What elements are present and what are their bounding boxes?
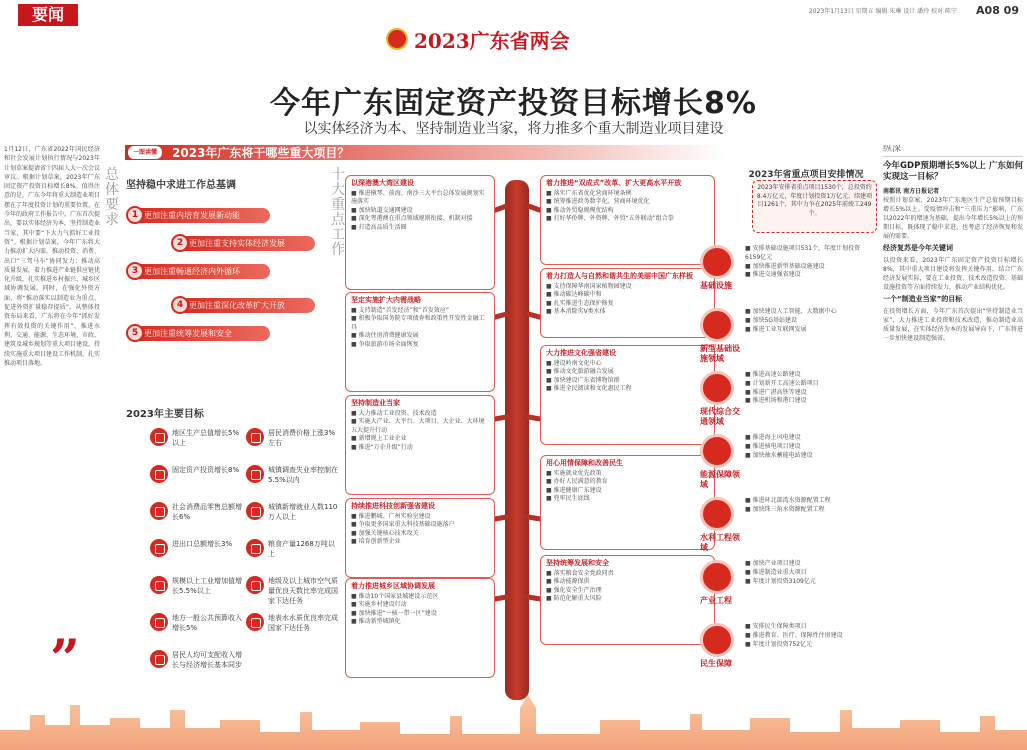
target-label: 居民人均可支配收入增长与经济增长基本同步	[172, 651, 242, 669]
target-label: 地方一般公共预算收入增长5%	[172, 614, 242, 632]
target-icon	[246, 465, 264, 483]
task-card-body: ■ 落实粮食安全党政同责 ■ 推动能源保供 ■ 强化安全生产治理 ■ 防范化解重大风险	[546, 569, 614, 602]
category-text: ■ 推进海上风电建设 ■ 推进核电项目建设 ■ 加快抽水蓄能电站建设	[745, 434, 813, 459]
city-skyline-illustration	[0, 690, 1027, 750]
left-article: 1月12日，广东省2022年国民经济和社会发展计划执行情况与2023年计划草案提请省十四届人大一次会议审议。根据计划草案，2023年广东固定资产投资目标增长8%。值得注意的是，广东今年将重大制造业项目摆在了年度投资计划的重要位置。在今年的政府工作报告中，广东首次提出，要以实体经济为本，坚持制造业当家，其中要“下大力气抓好工业投资”。根据计划草案，今年广东将大力推动扩大内需，推动投资、消费、出口“三驾马车”协同发力；推动高质量发展，着力推进产业链供应链优化升级，扎实推进乡村振兴、城乡区域协调发展。同时，在强化外资方面，将“推动落实以制造业为重点、促进外资扩量稳存提质”。从整体投资布局来看，广东将在今年“抓好发挥有效投资的关键作用”，推进水利、交通、能源、生态环境、市政、建筑及城乡规划等重大项目建设，持续实施重大项目建设工作机制，扎实推动项目落地。	[4, 146, 100, 367]
task-card	[540, 175, 715, 265]
category-text: ■ 加快产业项目建设 ■ 推进制造业重大项目 ■ 年度计划投资3109亿元	[745, 560, 816, 585]
category-icon	[700, 623, 734, 657]
category-icon	[700, 560, 734, 594]
task-card	[540, 268, 715, 338]
task-card	[540, 455, 715, 550]
project-category	[700, 560, 880, 620]
target-label: 社会消费品零售总额增长6%	[172, 503, 242, 521]
task-card-body: ■ 支持制造“首发经济”和“首发效应” ■ 积极争取国务院专项债券和政策性开发性金融工具 ■ 推动住房消费健康发展 ■ 争取旅游市场全面恢复	[351, 306, 485, 348]
right-sub2: 一个“制造业当家”的目标	[883, 295, 963, 303]
info-bar-tag: 一图读懂	[128, 146, 162, 159]
right-p2: 以投资来看，2023年广东固定资产投资目标增长8%，其中重大项目建设将发挥关键作用。结合广东经济发展实际，要在工业投资、技术改造投资、基础设施投资等方面持续发力，推动产业结构优化。	[883, 257, 1023, 291]
right-sub1: 经济复苏是今年关键词	[883, 244, 953, 252]
keynote-pill-2: 2 更加注重支持实体经济发展	[175, 236, 315, 251]
target-label: 固定资产投资增长8%	[172, 466, 240, 474]
category-label: 基础设施	[700, 281, 732, 290]
target-icon	[246, 613, 264, 631]
projects-title: 2023年省重点项目安排情况	[748, 170, 864, 180]
task-card	[345, 175, 495, 290]
category-label: 水利工程领域	[700, 533, 740, 552]
page-number: A08 09	[976, 4, 1019, 17]
target-icon	[246, 428, 264, 446]
target-label: 地表水水质优良率完成国家下达任务	[268, 614, 338, 632]
task-card-body: ■ 建设岭南文化中心 ■ 推动文化旅游融合发展 ■ 加快建设广东省博物馆群 ■ 推进全民阅读和文化惠民工程	[546, 359, 632, 392]
category-icon	[700, 371, 734, 405]
category-text: ■ 推进高速公路建设 ■ 计划新开工高速公路项目 ■ 推进广湛高铁等建设 ■ 推进机场和港口建设	[745, 371, 819, 405]
project-category	[700, 245, 880, 305]
target-icon	[150, 539, 168, 557]
task-card-body: ■ 实施就业优先政策 ■ 办好人民满意的教育 ■ 推进健康广东建设 ■ 兜牢民生底线	[546, 469, 608, 502]
target-icon	[150, 576, 168, 594]
category-icon	[700, 245, 734, 279]
target-icon	[150, 465, 168, 483]
target-label: 地区生产总值增长5%以上	[172, 429, 240, 447]
targets-title: 2023年主要目标	[126, 409, 204, 420]
target-label: 进出口总额增长3%	[172, 540, 233, 548]
keynote-pill-3: 3 更加注重畅通经济内外循环	[130, 264, 270, 279]
projects-summary: 2023年安排省重点项目1530个，总投资约8.4万亿元，年度计划投资1万亿元，续建项目1261个，其中力争在2025年前竣工249个。	[752, 180, 877, 233]
task-card-title: 持续推进科技创新强省建设	[351, 502, 435, 510]
section-badge: 要闻	[18, 4, 78, 26]
task-card-title: 着力推进城乡区域协调发展	[351, 582, 435, 590]
task-card-title: 大力推进文化强省建设	[546, 349, 616, 357]
targets-grid	[150, 428, 340, 688]
emblem-icon	[386, 28, 408, 50]
target-label: 粮食产量1268万吨以上	[268, 540, 335, 558]
tree-trunk	[505, 180, 529, 700]
task-card	[345, 578, 495, 678]
right-article	[883, 145, 1023, 705]
right-p3: 在投资增长方面，今年广东首次提出“坚持制造业当家”，大力推进工业投资和技术改造，推动制造业高质量发展，在实体经济为本的发展导向下，广东将进一步加快建设制造强省。	[883, 308, 1023, 342]
target-item	[150, 650, 244, 695]
target-icon	[246, 539, 264, 557]
right-p1: 按照计划草案，2023年广东地区生产总值预期目标增长5%以上。受疫情冲击和“三重压力”影响，广东以2022年的增速为基础，提出今年增长5%以上的预期目标，既体现了稳中求进，也考虑了经济恢复和发展的需要。	[883, 197, 1023, 240]
task-card-title: 坚持制造业当家	[351, 399, 400, 407]
target-icon	[246, 576, 264, 594]
project-category	[700, 308, 880, 368]
target-label: 城镇调查失业率控制在5.5%以内	[268, 466, 338, 484]
category-text: ■ 安排民生保障类项目 ■ 推进教育、医疗、保障性住房建设 ■ 年度计划投资752亿元	[745, 623, 843, 648]
keynote-title: 坚持稳中求进工作总基调	[126, 180, 236, 191]
category-icon	[700, 434, 734, 468]
right-tag: 纵深	[883, 145, 1023, 157]
target-icon	[150, 613, 168, 631]
right-title: 今年GDP预期增长5%以上 广东如何实现这一目标？	[883, 161, 1023, 182]
task-card-body: ■ 落实广东省优化营商环境条例 ■ 统筹推进政务数字化、营商环境优化 ■ 推动外贸稳规模优结构 ■ 打好华侨牌、外资牌、外贸“五外联动”组合拳	[546, 189, 674, 222]
project-category	[700, 623, 880, 683]
project-category	[700, 497, 880, 557]
masthead	[0, 0, 1027, 26]
event-banner	[386, 26, 646, 52]
task-card-title: 以深港澳大湾区建设	[351, 179, 414, 187]
task-card	[540, 555, 715, 645]
target-item	[246, 613, 340, 658]
category-label: 新型基础设施领域	[700, 344, 740, 363]
task-card-body: ■ 推进横琴、前海、南沙三大平台总体发展规划实施落实 ■ 加快轨道交通网建设 ■ 深化粤港澳在重点领域规则衔接、机制对接 ■ 打造高品质生活圈	[351, 189, 485, 231]
task-card-body: ■ 大力推动工业投资、技术改造 ■ 实施大产业、大平台、大项目、大企业、大环境五大提升行动 ■ 新增规上工业企业 ■ 推进“万企升级”行动	[351, 409, 485, 451]
category-text: ■ 加快建设人工智能、大数据中心 ■ 加快5G基站建设 ■ 推进工业互联网发展	[745, 308, 837, 333]
task-card	[345, 292, 495, 392]
category-label: 能源保障领域	[700, 470, 740, 489]
task-card-body: ■ 推动10个国家县城建设示范区 ■ 实施乡村建设行动 ■ 加快推进“一核一带一区”建设 ■ 推动新型城镇化	[351, 592, 439, 625]
task-card-title: 着力打造人与自然和谐共生的美丽中国广东样板	[546, 272, 693, 280]
vertical-label-overall: 总体要求	[105, 167, 119, 228]
task-card-title: 坚持统筹发展和安全	[546, 559, 609, 567]
category-text: ■ 安排基础设施项目531个，年度计划投资6159亿元 ■ 加快推进新型基础设施建设 ■ 推进交通强省建设	[745, 245, 861, 279]
task-card	[345, 498, 495, 578]
task-card-body: ■ 支持保障华南国家植物园建设 ■ 推动碳达峰碳中和 ■ 扎实推进生态保护修复 ■ 基本消除劣V类水体	[546, 282, 632, 315]
task-card-title: 坚定实施扩大内需战略	[351, 296, 421, 304]
target-label: 地级及以上城市空气质量优良天数比率完成国家下达任务	[268, 577, 338, 605]
task-card-title: 用心用情保障和改善民生	[546, 459, 623, 467]
category-label: 产业工程	[700, 596, 732, 605]
task-card-body: ■ 推进鹏城、广州实验室建设 ■ 争取更多国家重大科技基础设施落户 ■ 加强关键核心技术攻关 ■ 培育创新型企业	[351, 512, 455, 545]
right-byline: 南都讯 南方日报记者	[883, 188, 940, 195]
project-category	[700, 371, 880, 431]
category-icon	[700, 308, 734, 342]
masthead-meta: 2023年1月13日 星期五 编辑 朱琳 设计 潘玲 校对 陈宁	[808, 8, 957, 15]
category-label: 民生保障	[700, 659, 732, 668]
category-icon	[700, 497, 734, 531]
project-category	[700, 434, 880, 494]
target-icon	[150, 502, 168, 520]
target-label: 城镇新增就业人数110万人以上	[268, 503, 338, 521]
target-label: 规模以上工业增加值增长5.5%以上	[172, 577, 242, 595]
subhead: 以实体经济为本、坚持制造业当家，将力推多个重大制造业项目建设	[303, 121, 724, 137]
keynote-pill-1: 1 更加注重内培育发展新动能	[130, 208, 270, 223]
headline: 今年广东固定资产投资目标增长8%	[270, 86, 757, 121]
target-icon	[150, 428, 168, 446]
quote-mark-icon: ”	[50, 629, 80, 690]
keynote-pill-4: 4 更加注重深化改革扩大开放	[175, 298, 315, 313]
keynote-pill-5: 5 更加注重统筹发展和安全	[130, 326, 270, 341]
task-card	[345, 395, 495, 495]
target-icon	[246, 502, 264, 520]
event-title: 2023广东省两会	[414, 28, 570, 53]
task-card-title: 着力推进“双成式”改革、扩大更高水平开放	[546, 179, 682, 187]
info-bar-title: 2023年广东将干哪些重大项目？	[172, 146, 350, 160]
category-text: ■ 推进环北部湾水资源配置工程 ■ 加快珠三角水资源配置工程	[745, 497, 831, 513]
target-label: 居民消费价格上涨3%左右	[268, 429, 336, 447]
task-card	[540, 345, 715, 445]
vertical-label-ten-tasks: 十大重点工作	[331, 167, 345, 258]
category-label: 现代综合交通领域	[700, 407, 740, 426]
target-icon	[150, 650, 168, 668]
